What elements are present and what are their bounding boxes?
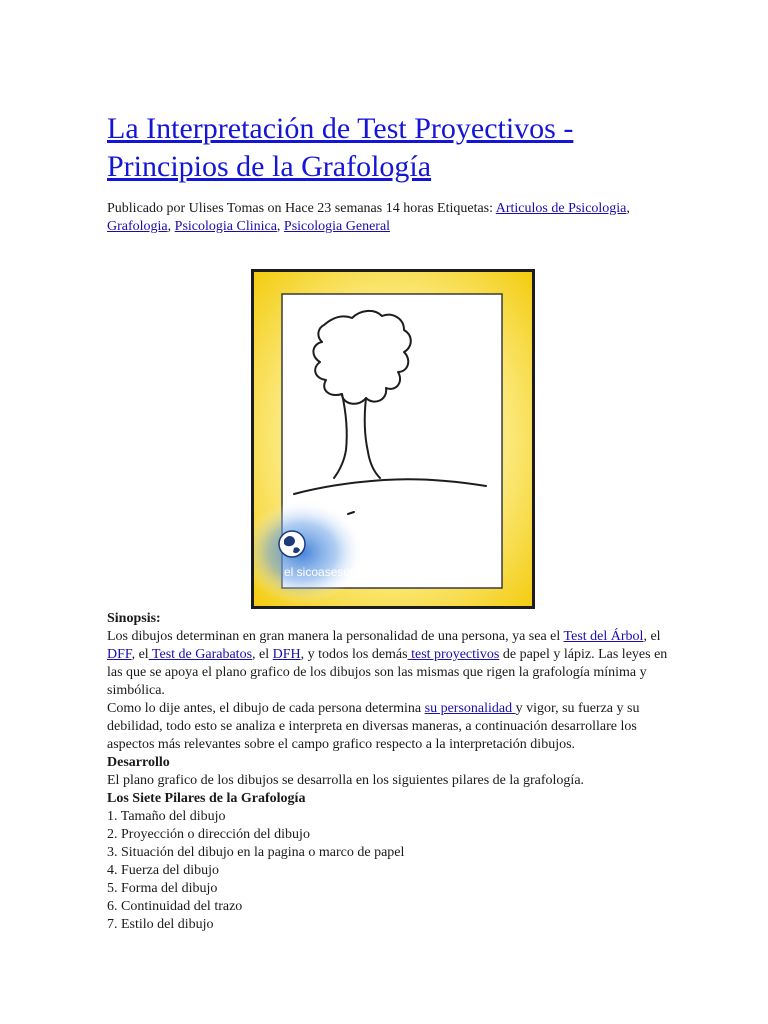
link-dff[interactable]: DFF (107, 647, 132, 662)
list-item: 1. Tamaño del dibujo (107, 809, 226, 824)
tag-link-grafologia[interactable]: Grafologia (107, 219, 168, 234)
link-su-personalidad[interactable]: su personalidad (424, 701, 516, 716)
tag-link-psicologia-clinica[interactable]: Psicologia Clinica (174, 219, 277, 234)
pilares-heading: Los Siete Pilares de la Grafología (107, 791, 306, 806)
tree-drawing-svg (254, 272, 532, 606)
article-body (107, 610, 677, 934)
tree-drawing-image (251, 269, 535, 609)
post-meta: Publicado por Ulises Tomas on Hace 23 semanas 14 horas Etiquetas: Articulos de Psicologia, Grafologia, Psicologia Clinica, Psicologia General (107, 201, 630, 234)
paragraph-personalidad: Como lo dije antes, el dibujo de cada persona determina su personalidad y vigor, su fuerza y su debilidad, todo esto se analiza e interpreta en diversas maneras, a continuación desarrollare los aspectos más relevantes sobre el campo grafico respecto a la interpretación dibujos. (107, 701, 640, 752)
list-item: 3. Situación del dibujo en la pagina o marco de papel (107, 845, 405, 860)
meta-prefix: Publicado por Ulises Tomas on Hace 23 semanas 14 horas Etiquetas: (107, 201, 496, 216)
article-title (107, 110, 707, 186)
paragraph-sinopsis: Los dibujos determinan en gran manera la personalidad de una persona, ya sea el Test del Árbol, el DFF, el Test de Garabatos, el DFH, y todos los demás test proyectivos de papel y lápiz. Las leyes en las que se apoya el plano grafico de los dibujos son las mismas que rigen la grafología mínima y simbólica. (107, 629, 668, 698)
tag-link-articulos[interactable]: Articulos de Psicologia (495, 201, 627, 216)
list-item: 4. Fuerza del dibujo (107, 863, 219, 878)
list-item: 2. Proyección o dirección del dibujo (107, 827, 310, 842)
list-item: 7. Estilo del dibujo (107, 917, 214, 932)
sinopsis-heading: Sinopsis: (107, 611, 161, 626)
list-item: 6. Continuidad del trazo (107, 899, 243, 914)
link-test-garabatos[interactable]: Test de Garabatos (148, 647, 253, 662)
link-test-arbol[interactable]: Test del Árbol (563, 629, 644, 644)
link-dfh[interactable]: DFH (272, 647, 301, 662)
paragraph-desarrollo: El plano grafico de los dibujos se desarrolla en los siguientes pilares de la grafología. (107, 773, 585, 788)
list-item: 5. Forma del dibujo (107, 881, 218, 896)
title-line-1: La Interpretación de Test Proyectivos - (107, 112, 574, 145)
pilares-list (107, 808, 677, 934)
tag-link-psicologia-general[interactable]: Psicologia General (283, 219, 391, 234)
title-line-2: Principios de la Grafología (107, 150, 432, 183)
psicoasesor-logo-text: el sicoasesor (284, 565, 355, 579)
link-test-proyectivos[interactable]: test proyectivos (407, 647, 500, 662)
desarrollo-heading: Desarrollo (107, 755, 170, 770)
title-link[interactable] (107, 112, 573, 183)
